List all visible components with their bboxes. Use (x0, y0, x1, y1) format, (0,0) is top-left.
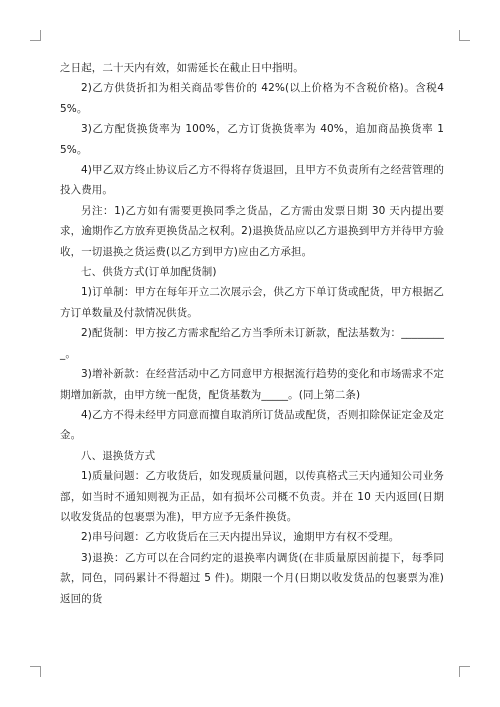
section-heading-supply-method: 七、供货方式(订单加配货制) (81, 266, 217, 279)
paragraph-new-styles: 3)增补新款：在经营活动中乙方同意甲方根据流行趋势的变化和市场需求不定期增加新款，由甲方统一配货，配货基数为_____。(同上第二条) (60, 368, 444, 401)
crop-mark-bottom-left (30, 666, 41, 677)
paragraph-exchange: 3)退换：乙方可以在合同约定的退换率内调货(在非质量原因前提下，每季同款，同色，同码累计不得超过 5 件)。期限一个月(日期以收发货品的包裹票为准)返回的货 (60, 551, 444, 605)
section-heading-returns: 八、退换货方式 (81, 449, 156, 462)
paragraph-termination: 4)甲乙双方终止协议后乙方不得将存货退回，且甲方不负责所有之经营管理的投入费用。 (60, 164, 444, 197)
paragraph-continuation: 之日起，二十天内有效，如需延长在截止日中指明。 (60, 62, 304, 74)
paragraph-serial-issue: 2)串号问题：乙方收货后在三天内提出异议，逾期甲方有权不受理。 (81, 531, 400, 544)
paragraph-order-system: 1)订单制：甲方在每年开立二次展示会，供乙方下单订货或配货，甲方根据乙方订单数量及付款情况供货。 (60, 286, 444, 319)
paragraph-allocation-system: 2)配货制：甲方按乙方需求配给乙方当季所未订新款，配法基数为：_________。 (60, 327, 444, 360)
paragraph-no-cancellation: 4)乙方不得未经甲方同意而擅自取消所订货品或配货，否则扣除保证定金及定金。 (60, 408, 444, 442)
paragraph-exchange-rate: 3)乙方配货换货率为 100%，乙方订货换货率为 40%，追加商品换货率 15%。 (60, 123, 444, 156)
paragraph-note: 另注：1)乙方如有需要更换同季之货品，乙方需由发票日期 30 天内提出要求，逾期作乙方放弃更换货品之权利。2)退换货品应以乙方退换到甲方并待甲方验收，一切退换之货运费(以乙方到甲方)应由乙方承担。 (60, 204, 444, 258)
crop-mark-top-left (30, 30, 41, 41)
crop-mark-bottom-right (459, 666, 470, 677)
crop-mark-top-right (459, 30, 470, 41)
paragraph-discount-rate: 2)乙方供货折扣为相关商品零售价的 42%(以上价格为不含税价格)。含税45%。 (60, 82, 444, 115)
document-body (60, 58, 444, 609)
paragraph-quality-issue: 1)质量问题：乙方收货后，如发现质量问题，以传真格式三天内通知公司业务部，如当时不通知则视为正品，如有损坏公司概不负责。并在 10 天内返回(日期以收发货品的包裹票为准)，甲方应予无条件换货。 (60, 470, 444, 523)
